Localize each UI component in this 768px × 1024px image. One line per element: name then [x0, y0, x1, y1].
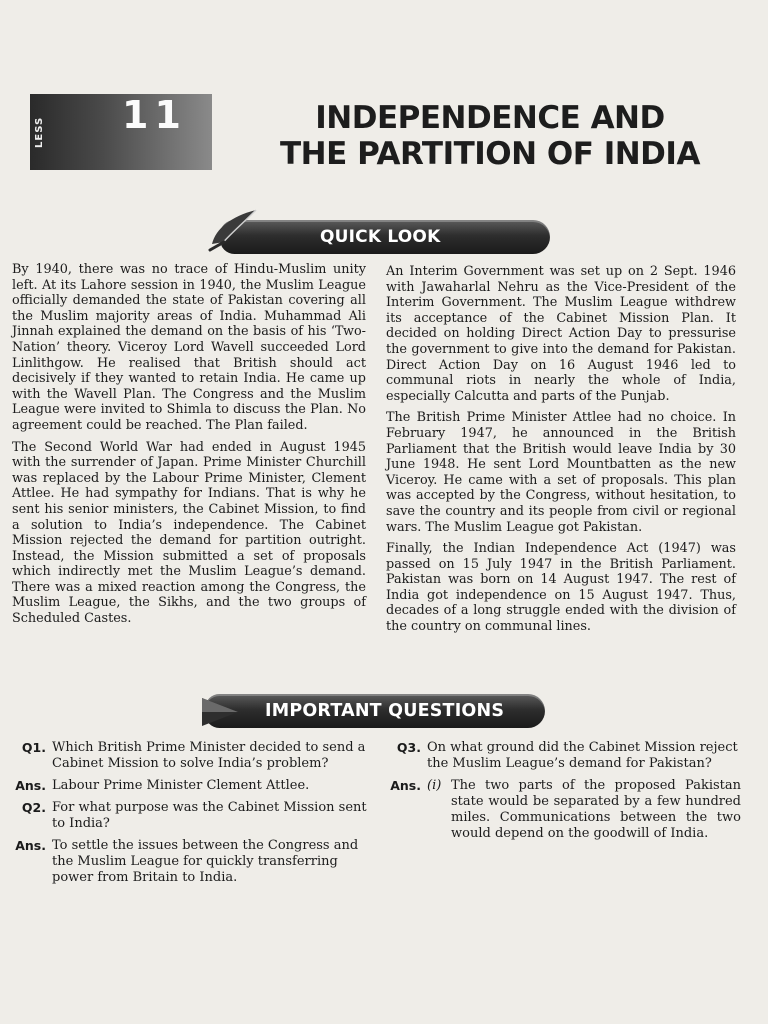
- arrow-icon: [198, 692, 258, 732]
- quick-look-left-column: [12, 262, 366, 633]
- lesson-tab: [30, 94, 212, 170]
- question-number: Q2.: [21, 800, 46, 815]
- answer-label: Ans.: [390, 778, 421, 793]
- important-questions-heading: IMPORTANT QUESTIONS: [265, 701, 505, 721]
- paragraph: By 1940, there was no trace of Hindu-Muslim unity left. At its Lahore session in 1940, the Muslim League officially demanded the state of Pakistan covering all the Muslim majority areas of India. Muhammad Ali Jinnah explained the demand on the basis of his ‘Two-Nation’ theory. Viceroy Lord Wavell succeeded Lord Linlithgow. He realised that British should act decisively if they wanted to retain India. He came up with the Wavell Plan. The Congress and the Muslim League were invited to Shimla to discuss the Plan. No agreement could be reached. The Plan failed.: [12, 262, 366, 433]
- question-number: Q1.: [21, 740, 46, 755]
- answer-point-marker: (i): [427, 778, 442, 793]
- question-number: Q3.: [396, 740, 421, 755]
- page-title: [230, 100, 750, 172]
- title-line-1: INDEPENDENCE AND: [315, 100, 665, 136]
- answer-q3: [385, 778, 741, 842]
- question-text: Which British Prime Minister decided to send a Cabinet Mission to solve India’s problem?: [52, 740, 366, 771]
- questions-left-column: [12, 740, 368, 892]
- questions-right-column: [385, 740, 741, 848]
- question-q2: [12, 800, 368, 832]
- answer-text: The two parts of the proposed Pakistan state would be separated by a few hundred miles. Communications between the two would depend on the goodwill of India.: [451, 778, 741, 841]
- quick-look-banner: [220, 220, 550, 254]
- answer-label: Ans.: [15, 778, 46, 793]
- answer-text: To settle the issues between the Congress and the Muslim League for quickly transferring power from Britain to India.: [52, 838, 359, 885]
- answer-text: Labour Prime Minister Clement Attlee.: [52, 778, 310, 793]
- answer-label: Ans.: [15, 838, 46, 853]
- question-text: On what ground did the Cabinet Mission reject the Muslim League’s demand for Pakistan?: [427, 740, 738, 771]
- question-q1: [12, 740, 368, 772]
- lesson-number: 11: [122, 98, 187, 137]
- quick-look-right-column: [386, 264, 736, 641]
- paragraph: The Second World War had ended in August 1945 with the surrender of Japan. Prime Minister Churchill was replaced by the Labour Prime Minister, Clement Attlee. He had sympathy for Indians. That is why he sent his senior ministers, the Cabinet Mission, to find a solution to India’s independence. The Cabinet Mission rejected the demand for partition outright. Instead, the Mission submitted a set of proposals which indirectly met the Muslim League’s demand. There was a mixed reaction among the Congress, the Muslim League, the Sikhs, and the two groups of Scheduled Castes.: [12, 439, 366, 627]
- quick-look-heading: QUICK LOOK: [320, 227, 441, 247]
- question-q3: [385, 740, 741, 772]
- answer-body: [427, 778, 741, 842]
- paragraph: Finally, the Indian Independence Act (1947) was passed on 15 July 1947 in the British Parliament. Pakistan was born on 14 August 1947. The rest of India got independence on 15 August 1947. Thus, decades of a long struggle ended with the division of the country on communal lines.: [386, 541, 736, 635]
- lesson-tab-label: LESS: [34, 116, 45, 148]
- quill-icon: [206, 206, 266, 260]
- answer-q2: [12, 838, 368, 886]
- question-text: For what purpose was the Cabinet Mission sent to India?: [52, 800, 367, 831]
- paragraph: An Interim Government was set up on 2 Sept. 1946 with Jawaharlal Nehru as the Vice-President of the Interim Government. The Muslim League withdrew its acceptance of the Cabinet Mission Plan. It decided on holding Direct Action Day to pressurise the government to give into the demand for Pakistan. Direct Action Day on 16 August 1946 led to communal riots in nearly the whole of India, especially Calcutta and parts of the Punjab.: [386, 264, 736, 404]
- paragraph: The British Prime Minister Attlee had no choice. In February 1947, he announced in the British Parliament that the British would leave India by 30 June 1948. He sent Lord Mountbatten as the new Viceroy. He came with a set of proposals. This plan was accepted by the Congress, without hesitation, to save the country and its people from civil or regional wars. The Muslim League got Pakistan.: [386, 410, 736, 535]
- title-line-2: THE PARTITION OF INDIA: [280, 136, 700, 172]
- answer-q1: [12, 778, 368, 794]
